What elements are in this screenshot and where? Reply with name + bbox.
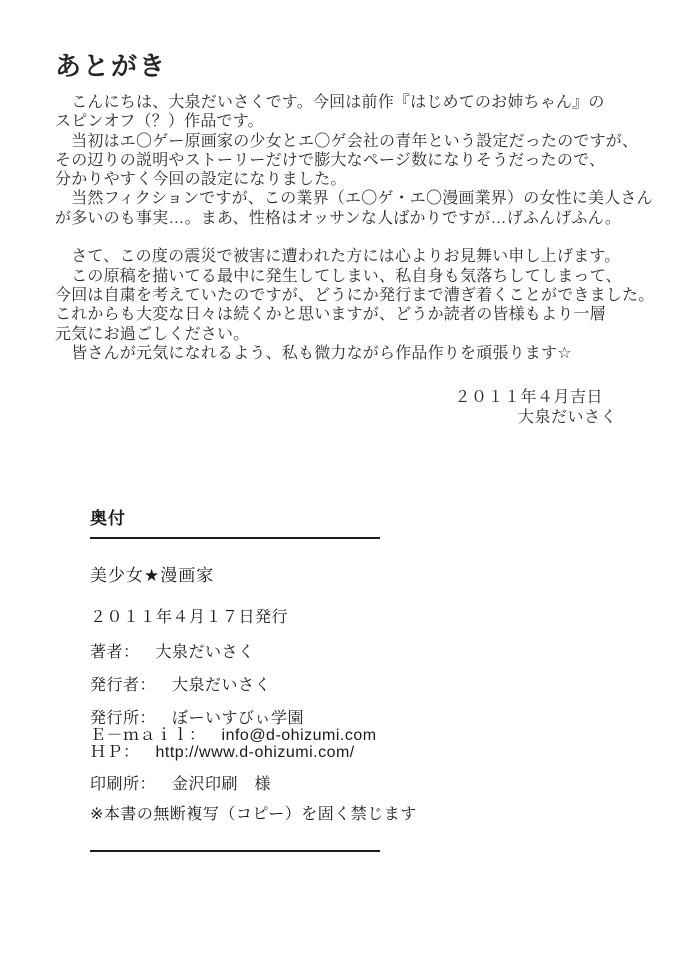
afterword-line: スピンオフ（？）作品です。 bbox=[55, 113, 264, 131]
divider-line-bottom bbox=[90, 850, 380, 852]
afterword-line: この原稿を描いてる最中に発生してしまい、私自身も気落ちしてしまって、 bbox=[55, 267, 622, 285]
entry-value: 大泉だいさく bbox=[172, 677, 272, 694]
email-address: info@d-ohizumi.com bbox=[221, 727, 377, 744]
colophon-entry-publisher bbox=[90, 677, 570, 694]
colophon-entry-author bbox=[90, 644, 570, 661]
entry-label: 発行所： bbox=[90, 710, 157, 727]
afterword-line: 元気にお過ごしください。 bbox=[55, 325, 250, 343]
homepage-url: http://www.d-ohizumi.com/ bbox=[155, 744, 355, 761]
publish-date: ２０１１年４月１７日発行 bbox=[90, 609, 289, 626]
entry-label: ＨＰ： bbox=[90, 744, 140, 761]
afterword-paragraph-block-2 bbox=[55, 247, 655, 363]
afterword-line: さて、この度の震災で被害に遭われた方には心よりお見舞い申し上げます。 bbox=[55, 248, 621, 266]
entry-label: Ｅ－ｍａｉｌ： bbox=[90, 727, 206, 744]
colophon-entry-email bbox=[90, 727, 570, 744]
entry-value: ぼーいすびぃ学園 bbox=[172, 710, 305, 727]
afterword-line: 皆さんが元気になれるよう、私も微力ながら作品作りを頑張ります☆ bbox=[55, 344, 572, 362]
entry-value: 大泉だいさく bbox=[155, 644, 255, 661]
afterword-line: 当初はエ〇ゲー原画家の少女とエ〇ゲ会社の青年という設定だったのですが、 bbox=[55, 132, 639, 150]
afterword-line: その辺りの説明やストーリーだけで膨大なページ数になりそうだったので、 bbox=[55, 151, 606, 169]
entry-label: 著者： bbox=[90, 644, 140, 661]
book-title: 美少女★漫画家 bbox=[90, 566, 215, 585]
colophon-entry-publishing-office bbox=[90, 710, 570, 727]
afterword-line: こんにちは、大泉だいさくです。今回は前作『はじめてのお姉ちゃん』の bbox=[55, 94, 605, 111]
afterword-line: 分かりやすく今回の設定になりました。 bbox=[55, 171, 347, 189]
afterword-line: 今回は自粛を考えていたのですが、どうにか発行まで漕ぎ着くことができました。 bbox=[55, 286, 655, 304]
afterword-line: が多いのも事実…。まあ、性格はオッサンな人ばかりですが…げふんげふん。 bbox=[55, 209, 622, 227]
afterword-date: ２０１１年４月吉日 bbox=[454, 389, 603, 406]
afterword-title: あとがき bbox=[55, 51, 168, 82]
colophon-heading: 奥付 bbox=[90, 509, 126, 528]
afterword-line: 当然フィクションですが、この業界（エ〇ゲ・エ〇漫画業界）の女性に美人さん bbox=[55, 190, 653, 208]
entry-label: 印刷所： bbox=[90, 776, 157, 793]
afterword-signature: 大泉だいさく bbox=[517, 409, 617, 426]
copyright-note: ※本書の無断複写（コピー）を固く禁じます bbox=[90, 806, 417, 823]
entry-label: 発行者： bbox=[90, 677, 157, 694]
afterword-paragraph-block-1 bbox=[55, 93, 655, 228]
afterword-body bbox=[55, 93, 655, 363]
colophon-entry-homepage bbox=[90, 744, 570, 761]
divider-line-top bbox=[90, 537, 380, 539]
colophon-entry-printer bbox=[90, 776, 570, 793]
entry-value: 金沢印刷 様 bbox=[172, 776, 272, 793]
colophon-section bbox=[90, 508, 570, 852]
afterword-line: これからも大変な日々は続くかと思いますが、どうか読者の皆様もより一層 bbox=[55, 306, 606, 324]
